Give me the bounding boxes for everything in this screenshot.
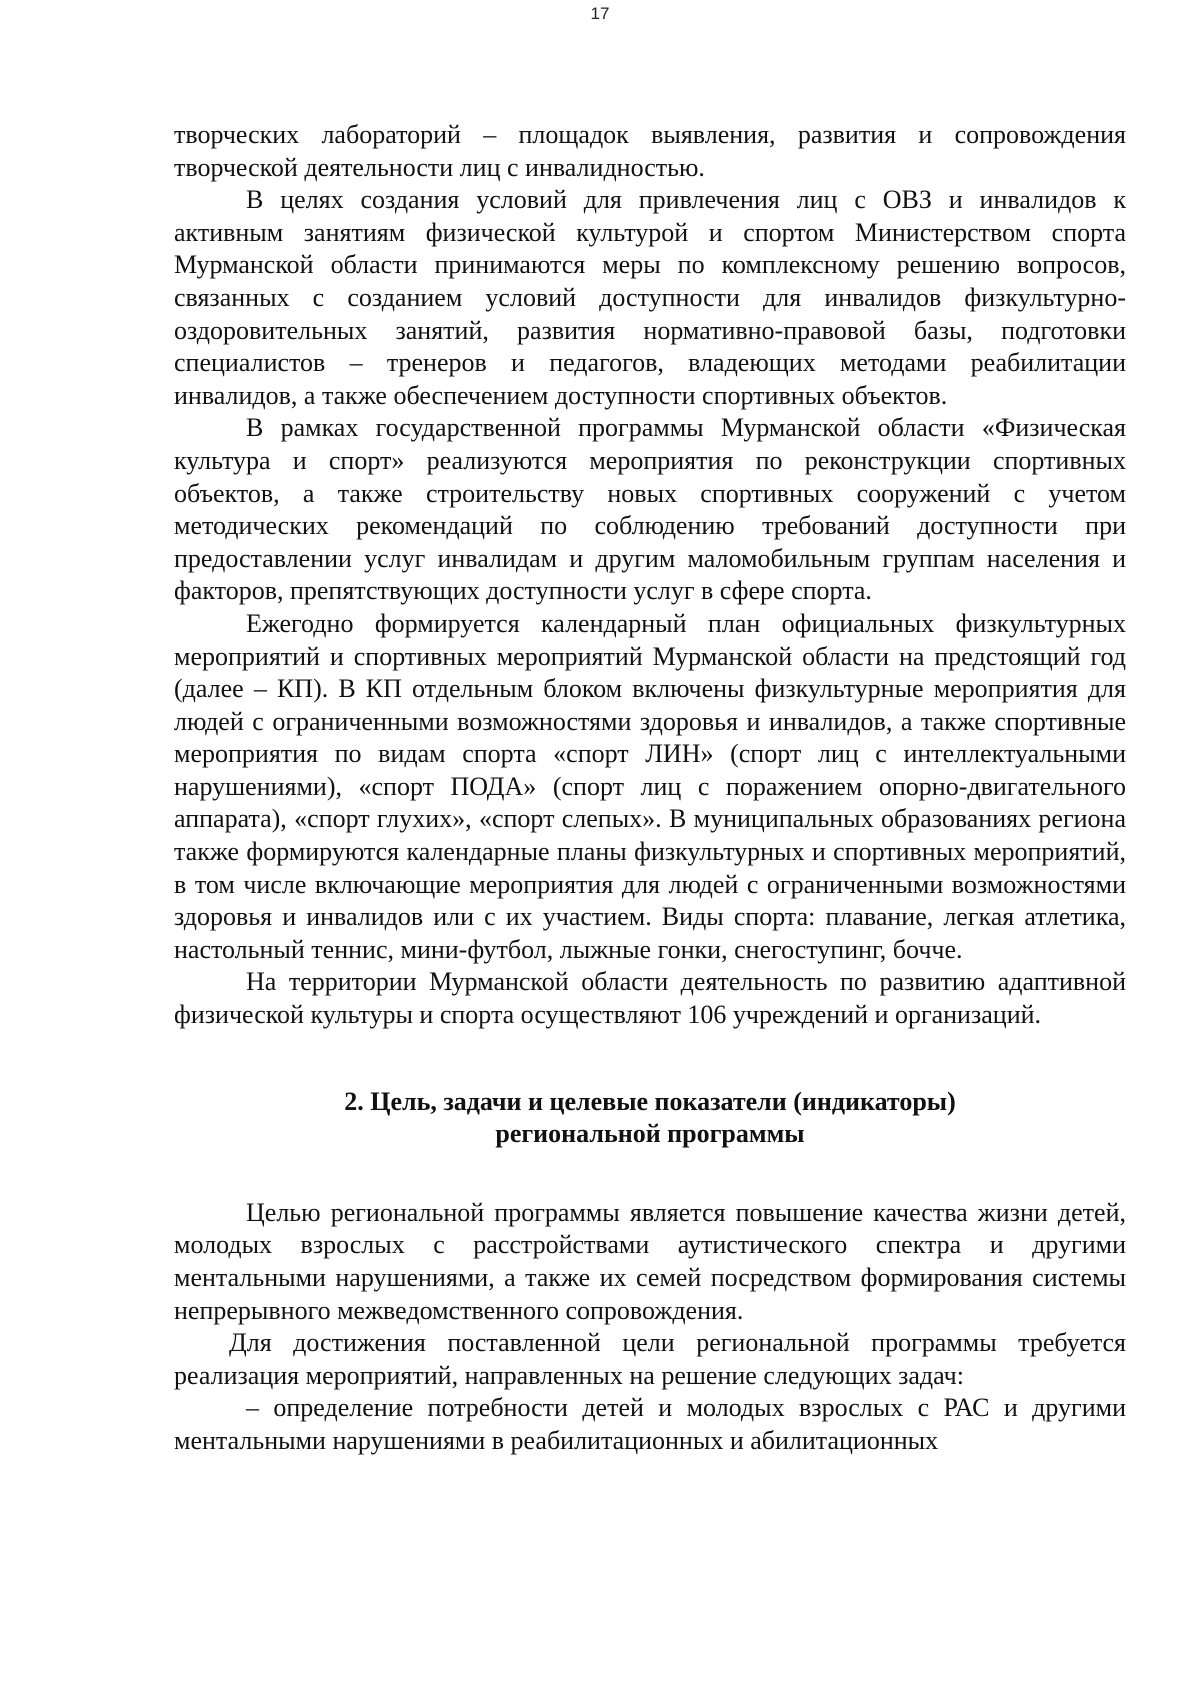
section-heading-line-2: региональной программы <box>495 1119 805 1149</box>
paragraph-tasks-intro: Для достижения поставленной цели региональной программы требуется реализация мероприятий, направленных на решение следующих задач: <box>174 1328 1126 1390</box>
paragraph-program-goal: Целью региональной программы является повышение качества жизни детей, молодых взрослых с расстройствами аутистического спектра и другими ментальными нарушениями, а также их семей посредством формирования системы непрерывного межведомственного сопровождения. <box>174 1197 1126 1325</box>
section-heading-line-1: 2. Цель, задачи и целевые показатели (индикаторы) <box>344 1086 956 1116</box>
paragraph-continuation: творческих лабораторий – площадок выявления, развития и сопровождения творческой деятельности лиц с инвалидностью. <box>174 120 1126 182</box>
page-number: 17 <box>590 4 610 23</box>
document-body <box>174 119 1126 1458</box>
paragraph-institutions: На территории Мурманской области деятельность по развитию адаптивной физической культуры и спорта осуществляют 106 учреждений и организаций. <box>174 967 1126 1030</box>
list-item-task: – определение потребности детей и молодых взрослых с РАС и другими ментальными нарушениями в реабилитационных и абилитационных <box>174 1393 1126 1455</box>
section-heading <box>174 1086 1126 1151</box>
paragraph-sport-ministry: В целях создания условий для привлечения лиц с ОВЗ и инвалидов к активным занятиям физической культурой и спортом Министерством спорта Мурманской области принимаются меры по комплексному решению вопросов, связанных с созданием условий доступности для инвалидов физкультурно-оздоровительных занятий, развития нормативно-правовой базы, подготовки специалистов – тренеров и педагогов, владеющих методами реабилитации инвалидов, а также обеспечением доступности спортивных объектов. <box>174 185 1126 410</box>
paragraph-calendar-plan: Ежегодно формируется календарный план официальных физкультурных мероприятий и спортивных мероприятий Мурманской области на предстоящий год (далее – КП). В КП отдельным блоком включены физкультурные мероприятия для людей с ограниченными возможностями здоровья и инвалидов, а также спортивные мероприятия по видам спорта «спорт ЛИН» (спорт лиц с интеллектуальными нарушениями), «спорт ПОДА» (спорт лиц с поражением опорно-двигательного аппарата), «спорт глухих», «спорт слепых». В муниципальных образованиях региона также формируются календарные планы физкультурных и спортивных мероприятий, в том числе включающие мероприятия для людей с ограниченными возможностями здоровья и инвалидов или с их участием. Виды спорта: плавание, легкая атлетика, настольный теннис, мини-футбол, лыжные гонки, снегоступинг, бочче. <box>174 608 1126 964</box>
paragraph-state-program: В рамках государственной программы Мурманской области «Физическая культура и спорт» реализуются мероприятия по реконструкции спортивных объектов, а также строительству новых спортивных сооружений с учетом методических рекомендаций по соблюдению требований доступности при предоставлении услуг инвалидам и другим маломобильным группам населения и факторов, препятствующих доступности услуг в сфере спорта. <box>174 413 1126 606</box>
